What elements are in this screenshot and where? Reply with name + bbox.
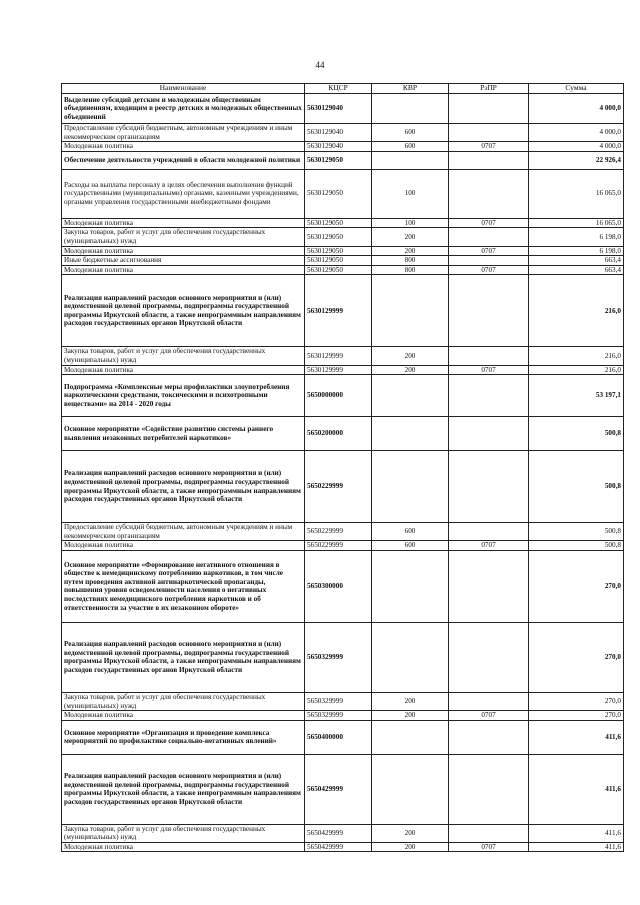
- row-sum-cell: 411,6: [529, 720, 624, 754]
- row-sum-cell: 500,8: [529, 523, 624, 541]
- row-rzpr-cell: [449, 124, 529, 142]
- row-name-cell: Закупка товаров, работ и услуг для обеспечения государственных (муниципальных) нужд: [62, 824, 305, 842]
- row-kvr-cell: [372, 375, 449, 417]
- row-name-cell: Реализация направлений расходов основного мероприятия и (или) ведомственной целевой программы, подпрограммы государственной программы Иркутской области, а также непрограммным направлениям расходов государственных органов Иркутской области: [62, 622, 305, 692]
- row-name-cell: Молодежная политика: [62, 365, 305, 375]
- row-rzpr-cell: [449, 550, 529, 622]
- row-kcsr-cell: 5630129040: [305, 94, 372, 124]
- table-row: [62, 265, 624, 275]
- row-sum-cell: 16 065,0: [529, 218, 624, 228]
- table-row: [62, 842, 624, 852]
- row-kcsr-cell: 5650229999: [305, 541, 372, 551]
- row-kcsr-cell: 5630129050: [305, 169, 372, 218]
- row-kcsr-cell: 5630129050: [305, 151, 372, 169]
- row-sum-cell: 53 197,1: [529, 375, 624, 417]
- row-rzpr-cell: 0707: [449, 265, 529, 275]
- row-kvr-cell: [372, 151, 449, 169]
- row-rzpr-cell: [449, 151, 529, 169]
- row-rzpr-cell: [449, 720, 529, 754]
- row-rzpr-cell: 0707: [449, 218, 529, 228]
- row-sum-cell: 270,0: [529, 692, 624, 710]
- row-kvr-cell: 200: [372, 347, 449, 365]
- table-row: [62, 550, 624, 622]
- table-row: [62, 824, 624, 842]
- row-kvr-cell: 200: [372, 842, 449, 852]
- row-sum-cell: 216,0: [529, 275, 624, 347]
- header-name: Наименование: [62, 84, 305, 94]
- row-kvr-cell: [372, 720, 449, 754]
- header-kvr: КВР: [372, 84, 449, 94]
- table-row: [62, 124, 624, 142]
- row-name-cell: Расходы на выплаты персоналу в целях обеспечения выполнения функций государственными (муниципальными) органами, казенными учреждениями, органами управления государственными внебюджетными фондами: [62, 169, 305, 218]
- row-kvr-cell: [372, 94, 449, 124]
- table-row: [62, 94, 624, 124]
- row-name-cell: Закупка товаров, работ и услуг для обеспечения государственных (муниципальных) нужд: [62, 347, 305, 365]
- row-rzpr-cell: [449, 375, 529, 417]
- table-row: [62, 256, 624, 266]
- row-rzpr-cell: 0707: [449, 246, 529, 256]
- row-kvr-cell: 600: [372, 523, 449, 541]
- row-rzpr-cell: [449, 824, 529, 842]
- row-kcsr-cell: 5650400000: [305, 720, 372, 754]
- row-kvr-cell: 100: [372, 169, 449, 218]
- table-row: [62, 375, 624, 417]
- row-sum-cell: 663,4: [529, 265, 624, 275]
- table-header-row: [62, 84, 624, 94]
- row-kvr-cell: 100: [372, 218, 449, 228]
- row-kcsr-cell: 5630129999: [305, 347, 372, 365]
- row-kcsr-cell: 5650329999: [305, 692, 372, 710]
- row-kcsr-cell: 5630129999: [305, 275, 372, 347]
- table-row: [62, 417, 624, 451]
- row-kcsr-cell: 5650200000: [305, 417, 372, 451]
- row-rzpr-cell: 0707: [449, 842, 529, 852]
- row-sum-cell: 270,0: [529, 622, 624, 692]
- table-row: [62, 365, 624, 375]
- row-kvr-cell: 200: [372, 692, 449, 710]
- row-name-cell: Молодежная политика: [62, 218, 305, 228]
- row-kvr-cell: 600: [372, 124, 449, 142]
- row-sum-cell: 216,0: [529, 347, 624, 365]
- row-rzpr-cell: [449, 228, 529, 246]
- row-kvr-cell: 200: [372, 246, 449, 256]
- row-name-cell: Молодежная политика: [62, 541, 305, 551]
- row-kvr-cell: [372, 275, 449, 347]
- table-row: [62, 246, 624, 256]
- row-name-cell: Предоставление субсидий бюджетным, автономным учреждениям и иным некоммерческим организациям: [62, 124, 305, 142]
- row-name-cell: Молодежная политика: [62, 246, 305, 256]
- row-kcsr-cell: 5650000000: [305, 375, 372, 417]
- table-row: [62, 541, 624, 551]
- row-name-cell: Подпрограмма «Комплексные меры профилактики злоупотребления наркотическими средствами, токсическими и психотропными веществами» на 2014 - 2020 годы: [62, 375, 305, 417]
- row-name-cell: Молодежная политика: [62, 842, 305, 852]
- table-row: [62, 622, 624, 692]
- row-name-cell: Основное мероприятие «Формирование негативного отношения в обществе к немедицинскому потреблению наркотиков, в том числе путем проведения активной антинаркотической пропаганды, повышения уровня осведомленности населения о негативных последствиях немедицинского потребления наркотиков и об ответственности за участие в их незаконном обороте»: [62, 550, 305, 622]
- row-sum-cell: 6 198,0: [529, 228, 624, 246]
- row-name-cell: Молодежная политика: [62, 142, 305, 152]
- table-row: [62, 754, 624, 824]
- row-kcsr-cell: 5650229999: [305, 451, 372, 523]
- row-name-cell: Реализация направлений расходов основного мероприятия и (или) ведомственной целевой программы, подпрограммы государственной программы Иркутской области, а также непрограммным направлениям расходов государственных органов Иркутской области: [62, 754, 305, 824]
- row-sum-cell: 411,6: [529, 824, 624, 842]
- table-row: [62, 711, 624, 721]
- row-name-cell: Реализация направлений расходов основного мероприятия и (или) ведомственной целевой программы, подпрограммы государственной программы Иркутской области, а также непрограммным направлениям расходов государственных органов Иркутской области: [62, 275, 305, 347]
- row-name-cell: Молодежная политика: [62, 711, 305, 721]
- table-row: [62, 228, 624, 246]
- row-rzpr-cell: [449, 692, 529, 710]
- row-sum-cell: 411,6: [529, 754, 624, 824]
- table-row: [62, 218, 624, 228]
- row-name-cell: Выделение субсидий детским и молодежным общественным объединениям, входящим в реестр детских и молодежных общественных объединений: [62, 94, 305, 124]
- row-sum-cell: 663,4: [529, 256, 624, 266]
- row-kcsr-cell: 5650329999: [305, 711, 372, 721]
- row-rzpr-cell: 0707: [449, 541, 529, 551]
- row-name-cell: Молодежная политика: [62, 265, 305, 275]
- row-name-cell: Предоставление субсидий бюджетным, автономным учреждениям и иным некоммерческим организациям: [62, 523, 305, 541]
- row-rzpr-cell: [449, 523, 529, 541]
- row-kvr-cell: 600: [372, 142, 449, 152]
- row-kvr-cell: 200: [372, 824, 449, 842]
- row-kvr-cell: [372, 622, 449, 692]
- row-kvr-cell: 200: [372, 228, 449, 246]
- row-kvr-cell: 200: [372, 365, 449, 375]
- row-sum-cell: 500,8: [529, 541, 624, 551]
- row-rzpr-cell: 0707: [449, 711, 529, 721]
- row-kcsr-cell: 5630129040: [305, 124, 372, 142]
- row-kcsr-cell: 5650429999: [305, 754, 372, 824]
- row-name-cell: Закупка товаров, работ и услуг для обеспечения государственных (муниципальных) нужд: [62, 692, 305, 710]
- row-kcsr-cell: 5630129050: [305, 218, 372, 228]
- row-kcsr-cell: 5630129050: [305, 256, 372, 266]
- row-sum-cell: 500,8: [529, 451, 624, 523]
- row-rzpr-cell: [449, 754, 529, 824]
- row-name-cell: Реализация направлений расходов основного мероприятия и (или) ведомственной целевой программы, подпрограммы государственной программы Иркутской области, а также непрограммным направлениям расходов государственных органов Иркутской области: [62, 451, 305, 523]
- header-kcsr: КЦСР: [305, 84, 372, 94]
- row-kvr-cell: 800: [372, 265, 449, 275]
- page-number: 44: [315, 60, 325, 70]
- row-rzpr-cell: [449, 256, 529, 266]
- row-kcsr-cell: 5650300000: [305, 550, 372, 622]
- row-sum-cell: 270,0: [529, 550, 624, 622]
- row-sum-cell: 216,0: [529, 365, 624, 375]
- header-sum: Сумма: [529, 84, 624, 94]
- row-kcsr-cell: 5650429999: [305, 842, 372, 852]
- row-rzpr-cell: [449, 275, 529, 347]
- row-rzpr-cell: [449, 622, 529, 692]
- table-row: [62, 151, 624, 169]
- header-rzpr: РзПР: [449, 84, 529, 94]
- row-name-cell: Обеспечение деятельности учреждений в области молодежной политики: [62, 151, 305, 169]
- row-kcsr-cell: 5630129050: [305, 246, 372, 256]
- row-kcsr-cell: 5650429999: [305, 824, 372, 842]
- row-name-cell: Основное мероприятие «Содействие развитию системы раннего выявления незаконных потребителей наркотиков»: [62, 417, 305, 451]
- row-sum-cell: 270,0: [529, 711, 624, 721]
- row-rzpr-cell: [449, 94, 529, 124]
- row-kcsr-cell: 5630129040: [305, 142, 372, 152]
- row-kvr-cell: 600: [372, 541, 449, 551]
- row-kvr-cell: 800: [372, 256, 449, 266]
- table-row: [62, 451, 624, 523]
- table-row: [62, 169, 624, 218]
- row-sum-cell: 4 000,0: [529, 124, 624, 142]
- row-sum-cell: 22 926,4: [529, 151, 624, 169]
- table-row: [62, 275, 624, 347]
- budget-table: [61, 83, 624, 852]
- row-rzpr-cell: [449, 347, 529, 365]
- row-kvr-cell: [372, 451, 449, 523]
- row-sum-cell: 411,6: [529, 842, 624, 852]
- table-row: [62, 692, 624, 710]
- row-sum-cell: 6 198,0: [529, 246, 624, 256]
- row-sum-cell: 4 000,0: [529, 142, 624, 152]
- table-row: [62, 523, 624, 541]
- row-kcsr-cell: 5630129050: [305, 228, 372, 246]
- row-sum-cell: 4 000,0: [529, 94, 624, 124]
- row-kvr-cell: [372, 417, 449, 451]
- row-sum-cell: 500,8: [529, 417, 624, 451]
- table-row: [62, 142, 624, 152]
- row-kcsr-cell: 5630129050: [305, 265, 372, 275]
- table-row: [62, 720, 624, 754]
- row-sum-cell: 16 065,0: [529, 169, 624, 218]
- row-kvr-cell: 200: [372, 711, 449, 721]
- row-rzpr-cell: [449, 169, 529, 218]
- row-kcsr-cell: 5650229999: [305, 523, 372, 541]
- table-row: [62, 347, 624, 365]
- row-rzpr-cell: [449, 451, 529, 523]
- row-name-cell: Основное мероприятие «Организация и проведение комплекса мероприятий по профилактике социально-негативных явлений»: [62, 720, 305, 754]
- row-kcsr-cell: 5650329999: [305, 622, 372, 692]
- row-rzpr-cell: [449, 417, 529, 451]
- row-rzpr-cell: 0707: [449, 365, 529, 375]
- row-name-cell: Иные бюджетные ассигнования: [62, 256, 305, 266]
- row-kcsr-cell: 5630129999: [305, 365, 372, 375]
- row-kvr-cell: [372, 754, 449, 824]
- row-rzpr-cell: 0707: [449, 142, 529, 152]
- row-kvr-cell: [372, 550, 449, 622]
- row-name-cell: Закупка товаров, работ и услуг для обеспечения государственных (муниципальных) нужд: [62, 228, 305, 246]
